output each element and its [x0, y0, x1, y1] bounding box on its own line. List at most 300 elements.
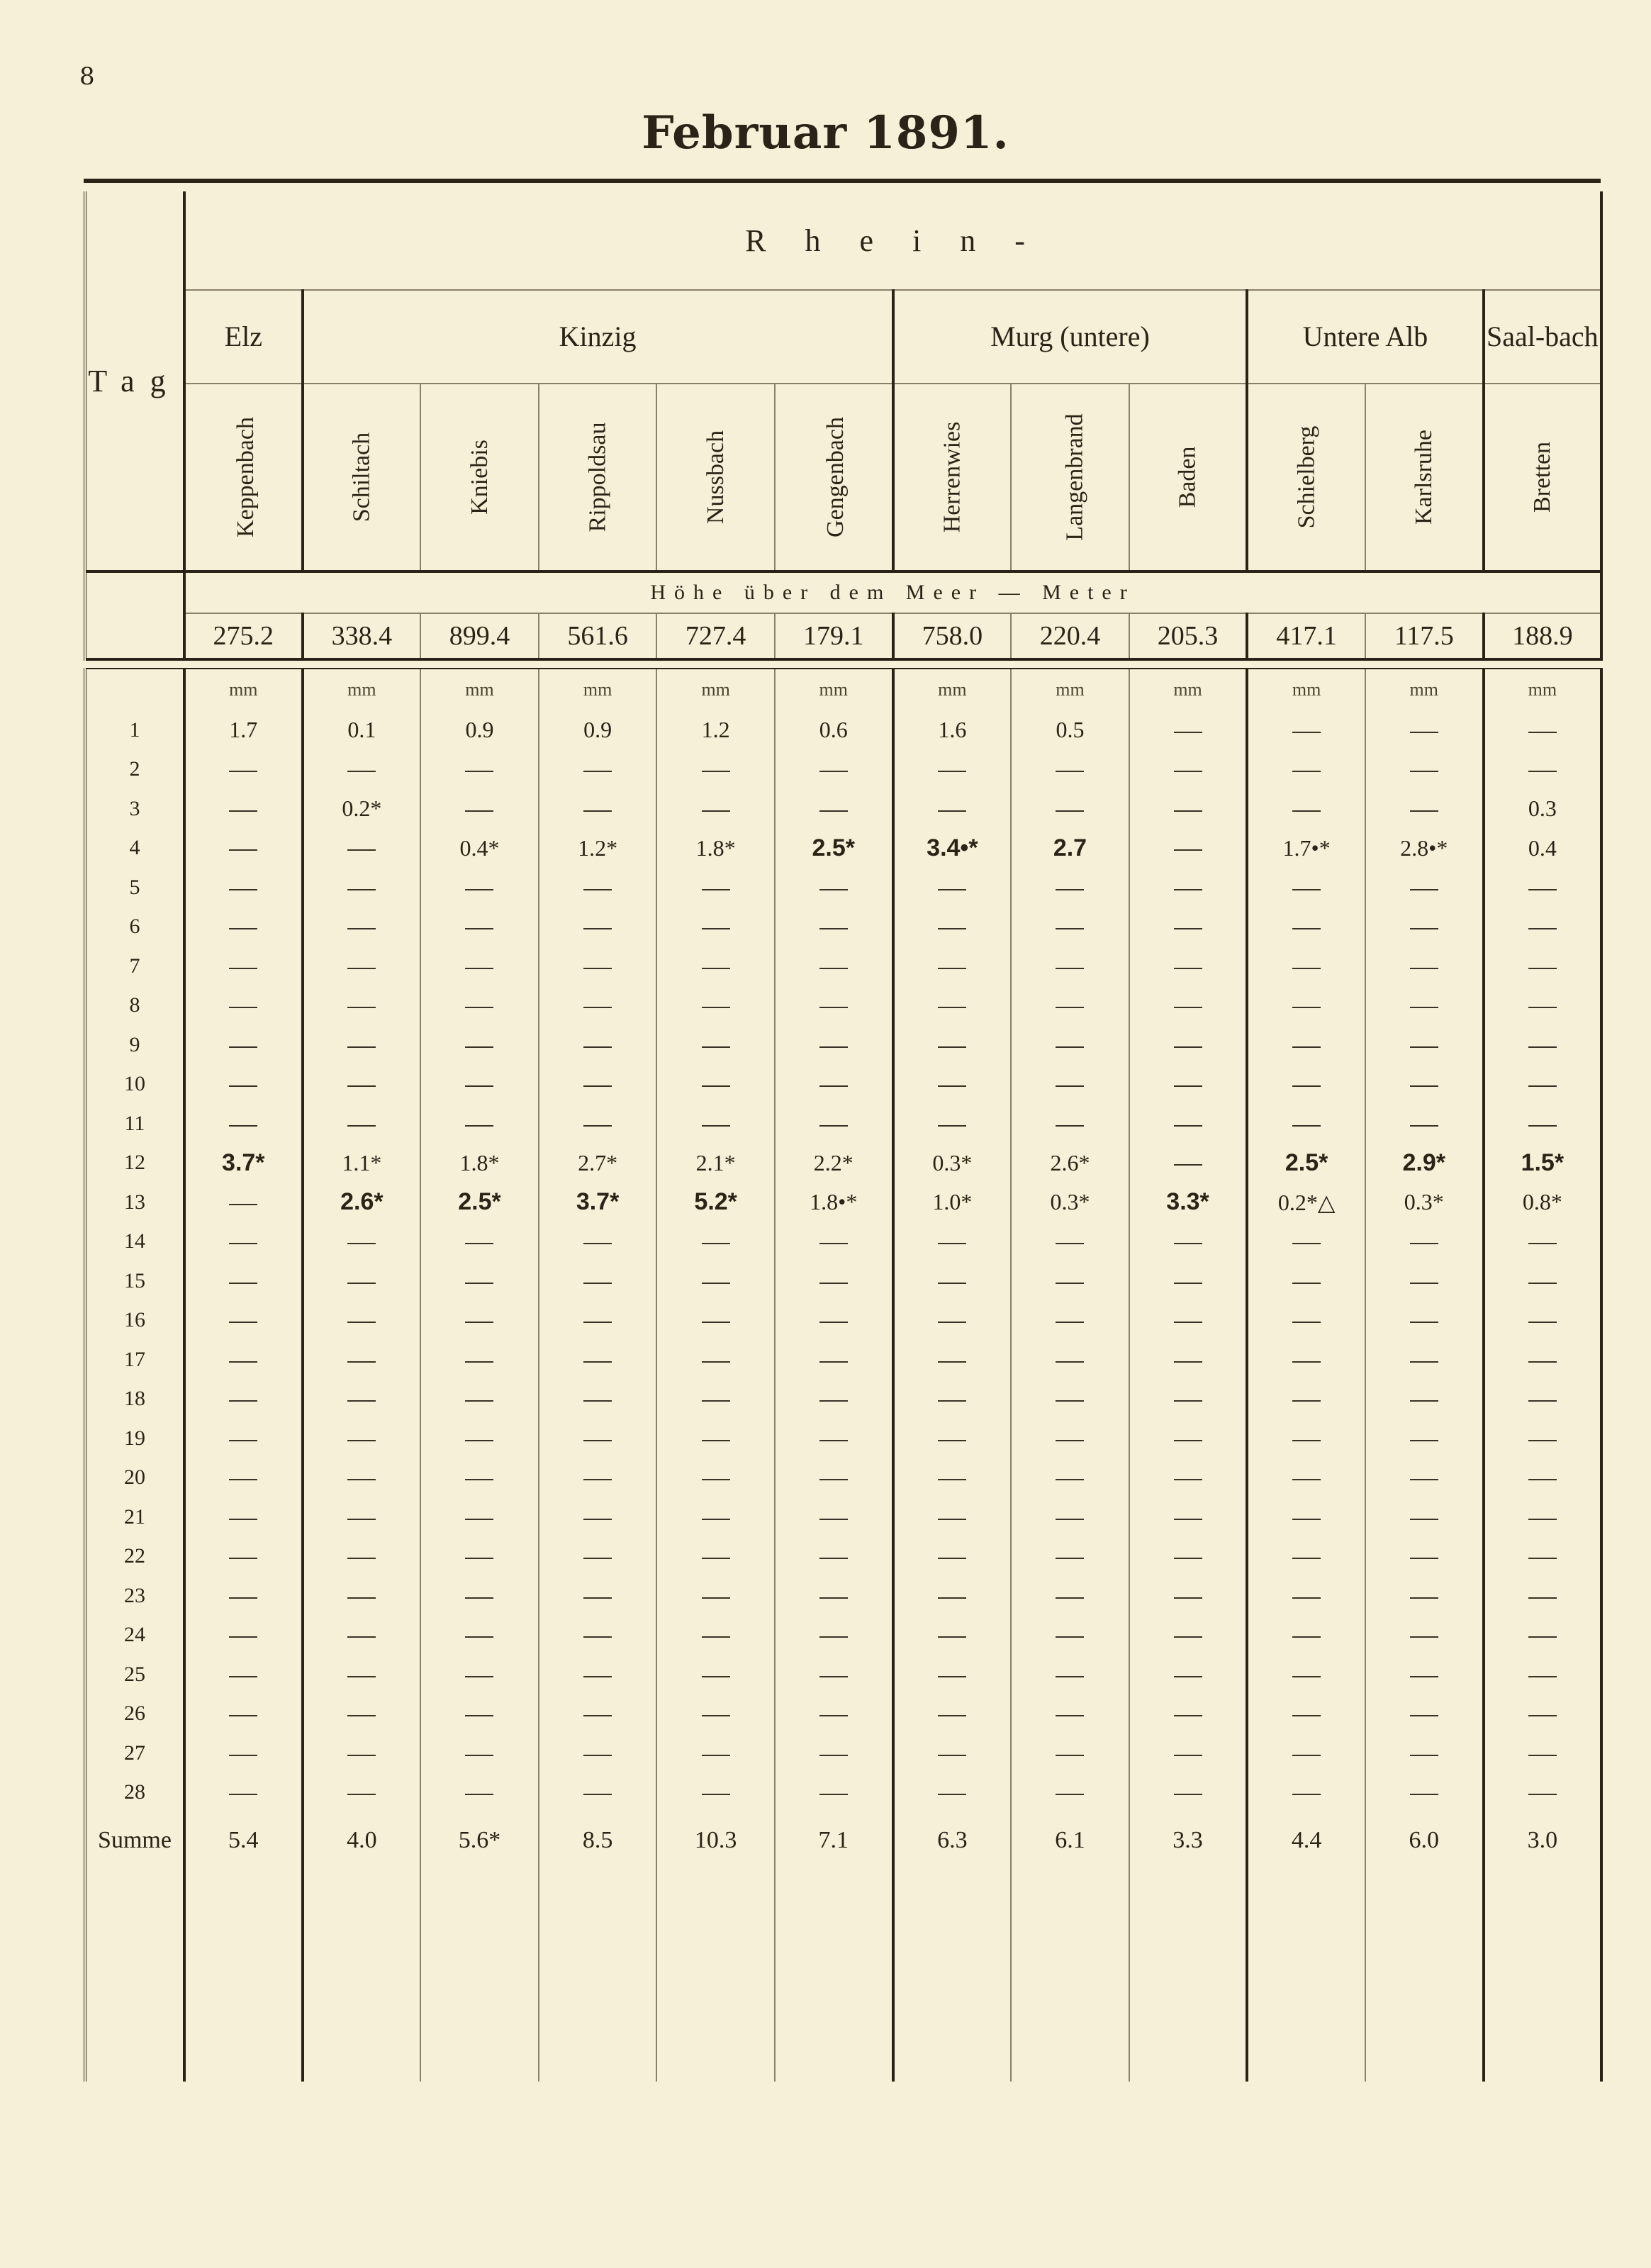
dash-mark	[347, 1558, 376, 1559]
no-precipitation	[420, 1222, 539, 1262]
dash-mark	[702, 1558, 730, 1559]
dash-mark	[1410, 889, 1438, 890]
dash-mark	[1056, 1283, 1084, 1284]
no-precipitation	[775, 1537, 893, 1577]
dash-mark	[583, 1636, 612, 1638]
dash-mark	[1292, 1676, 1321, 1677]
dash-mark	[1292, 1479, 1321, 1480]
dash-mark	[1174, 1479, 1202, 1480]
day-number: 15	[85, 1261, 184, 1301]
no-precipitation	[893, 946, 1012, 986]
dash-mark	[1528, 1479, 1557, 1480]
dash-mark	[1410, 1322, 1438, 1323]
dash-mark	[1410, 810, 1438, 812]
unit-label: mm	[656, 669, 775, 710]
no-precipitation	[656, 1497, 775, 1537]
station-elevation: 758.0	[893, 613, 1012, 659]
dash-mark	[819, 1676, 848, 1677]
no-precipitation	[1484, 710, 1602, 750]
dash-mark	[1056, 1755, 1084, 1756]
dash-mark	[583, 771, 612, 772]
station-elevation: 561.6	[539, 613, 657, 659]
no-precipitation	[775, 907, 893, 947]
page-title: Februar 1891.	[642, 106, 1009, 160]
day-number: 25	[85, 1655, 184, 1694]
dash-mark	[465, 968, 493, 969]
no-precipitation	[656, 986, 775, 1026]
precipitation-value-bold: 1.5*	[1484, 1144, 1602, 1183]
precipitation-value: 0.6	[775, 710, 893, 750]
no-precipitation	[420, 986, 539, 1026]
no-precipitation	[893, 1340, 1012, 1380]
table-row	[85, 1065, 1601, 1105]
summe-value: 4.4	[1247, 1812, 1365, 1869]
dash-mark	[1056, 928, 1084, 929]
dash-mark	[938, 928, 966, 929]
dash-mark	[819, 1558, 848, 1559]
no-precipitation	[1247, 1616, 1365, 1655]
dash-mark	[702, 810, 730, 812]
dash-mark	[465, 1597, 493, 1599]
table-row	[85, 1497, 1601, 1537]
no-precipitation	[1011, 946, 1129, 986]
summe-value: 10.3	[656, 1812, 775, 1869]
hoehe-caption: Höhe über dem Meer — Meter	[184, 571, 1601, 613]
dash-mark	[1174, 771, 1202, 772]
dash-mark	[1410, 1046, 1438, 1048]
no-precipitation	[1247, 1458, 1365, 1498]
day-number: 28	[85, 1773, 184, 1813]
dash-mark	[229, 1283, 257, 1284]
no-precipitation	[1129, 1733, 1248, 1773]
no-precipitation	[303, 829, 421, 868]
no-precipitation	[1484, 1537, 1602, 1577]
no-precipitation	[420, 1458, 539, 1498]
precipitation-value: 0.2*	[303, 789, 421, 829]
no-precipitation	[184, 1222, 303, 1262]
station-header	[303, 384, 421, 571]
no-precipitation	[775, 1380, 893, 1419]
day-number: 8	[85, 986, 184, 1026]
no-precipitation	[420, 1694, 539, 1734]
dash-mark	[229, 1715, 257, 1716]
dash-mark	[1174, 1125, 1202, 1127]
no-precipitation	[1484, 1576, 1602, 1616]
river-header: Saal-bach	[1484, 290, 1602, 384]
dash-mark	[1410, 928, 1438, 929]
precipitation-value: 2.8•*	[1365, 829, 1484, 868]
no-precipitation	[1484, 986, 1602, 1026]
dash-mark	[1410, 1479, 1438, 1480]
dash-mark	[465, 1400, 493, 1402]
river-header: Kinzig	[303, 290, 893, 384]
dash-mark	[1292, 1440, 1321, 1441]
dash-mark	[702, 1243, 730, 1244]
no-precipitation	[656, 1655, 775, 1694]
dash-mark	[229, 1007, 257, 1008]
dash-mark	[819, 1361, 848, 1363]
dash-mark	[819, 1085, 848, 1087]
table-row	[85, 1694, 1601, 1734]
dash-mark	[465, 1558, 493, 1559]
table-row	[85, 1301, 1601, 1341]
day-number: 21	[85, 1497, 184, 1537]
day-number: 23	[85, 1576, 184, 1616]
no-precipitation	[893, 1301, 1012, 1341]
dash-mark	[347, 1361, 376, 1363]
dash-mark	[1292, 771, 1321, 772]
station-name: Kniebis	[466, 440, 493, 515]
no-precipitation	[1365, 1065, 1484, 1105]
dash-mark	[1410, 1755, 1438, 1756]
no-precipitation	[656, 750, 775, 790]
dash-mark	[1056, 1085, 1084, 1087]
dash-mark	[938, 1755, 966, 1756]
dash-mark	[465, 810, 493, 812]
dash-mark	[229, 1636, 257, 1638]
dash-mark	[1056, 1361, 1084, 1363]
unit-label: mm	[775, 669, 893, 710]
no-precipitation	[1011, 789, 1129, 829]
dash-mark	[229, 1204, 257, 1205]
precipitation-value: 1.8*	[656, 829, 775, 868]
dash-mark	[1174, 889, 1202, 890]
dash-mark	[1174, 1597, 1202, 1599]
no-precipitation	[539, 1458, 657, 1498]
no-precipitation	[1011, 1733, 1129, 1773]
no-precipitation	[303, 1576, 421, 1616]
dash-mark	[583, 1125, 612, 1127]
no-precipitation	[539, 1497, 657, 1537]
precipitation-value: 0.3*	[1011, 1183, 1129, 1222]
no-precipitation	[775, 1576, 893, 1616]
unit-label: mm	[1011, 669, 1129, 710]
dash-mark	[1056, 810, 1084, 812]
station-header	[1484, 384, 1602, 571]
no-precipitation	[420, 1419, 539, 1458]
no-precipitation	[303, 986, 421, 1026]
no-precipitation	[1129, 868, 1248, 907]
dash-mark	[1056, 1794, 1084, 1795]
no-precipitation	[1484, 1065, 1602, 1105]
no-precipitation	[1129, 1025, 1248, 1065]
dash-mark	[1410, 968, 1438, 969]
no-precipitation	[893, 868, 1012, 907]
dash-mark	[347, 1046, 376, 1048]
no-precipitation	[775, 1104, 893, 1144]
dash-mark	[1174, 1046, 1202, 1048]
dash-mark	[1056, 1636, 1084, 1638]
no-precipitation	[656, 1261, 775, 1301]
dash-mark	[702, 1519, 730, 1520]
no-precipitation	[1484, 1733, 1602, 1773]
river-header: Murg (untere)	[893, 290, 1248, 384]
no-precipitation	[1365, 1616, 1484, 1655]
no-precipitation	[1129, 750, 1248, 790]
no-precipitation	[893, 750, 1012, 790]
day-number: 10	[85, 1065, 184, 1105]
no-precipitation	[303, 1497, 421, 1537]
dash-mark	[1174, 1676, 1202, 1677]
dash-mark	[702, 771, 730, 772]
station-header	[1129, 384, 1248, 571]
station-header	[775, 384, 893, 571]
no-precipitation	[1365, 1773, 1484, 1813]
precipitation-value: 2.7*	[539, 1144, 657, 1183]
dash-mark	[1410, 1361, 1438, 1363]
no-precipitation	[1129, 946, 1248, 986]
table-row	[85, 1537, 1601, 1577]
no-precipitation	[539, 750, 657, 790]
no-precipitation	[775, 1694, 893, 1734]
no-precipitation	[656, 1616, 775, 1655]
dash-mark	[583, 1479, 612, 1480]
no-precipitation	[303, 1616, 421, 1655]
no-precipitation	[539, 907, 657, 947]
dash-mark	[347, 928, 376, 929]
dash-mark	[702, 928, 730, 929]
station-name: Schiltach	[348, 432, 375, 523]
dash-mark	[819, 1636, 848, 1638]
no-precipitation	[1011, 1773, 1129, 1813]
no-precipitation	[1247, 710, 1365, 750]
dash-mark	[702, 1440, 730, 1441]
no-precipitation	[1247, 750, 1365, 790]
precipitation-value: 1.1*	[303, 1144, 421, 1183]
river-header: Elz	[184, 290, 303, 384]
dash-mark	[1056, 771, 1084, 772]
no-precipitation	[1365, 1104, 1484, 1144]
day-number: 4	[85, 829, 184, 868]
dash-mark	[1528, 1400, 1557, 1402]
dash-mark	[229, 1361, 257, 1363]
no-precipitation	[775, 1655, 893, 1694]
dash-mark	[347, 771, 376, 772]
dash-mark	[819, 1794, 848, 1795]
no-precipitation	[1011, 1025, 1129, 1065]
no-precipitation	[1129, 1261, 1248, 1301]
precipitation-value-bold: 3.7*	[539, 1183, 657, 1222]
no-precipitation	[893, 1616, 1012, 1655]
no-precipitation	[184, 1419, 303, 1458]
no-precipitation	[1484, 1419, 1602, 1458]
dash-mark	[347, 849, 376, 851]
precipitation-value: 0.3*	[1365, 1183, 1484, 1222]
dash-mark	[1292, 732, 1321, 733]
no-precipitation	[184, 829, 303, 868]
precipitation-value: 0.3*	[893, 1144, 1012, 1183]
no-precipitation	[1247, 1497, 1365, 1537]
dash-mark	[1292, 1755, 1321, 1756]
dash-mark	[229, 968, 257, 969]
day-number: 14	[85, 1222, 184, 1262]
no-precipitation	[184, 1104, 303, 1144]
no-precipitation	[775, 1025, 893, 1065]
no-precipitation	[1365, 868, 1484, 907]
dash-mark	[1174, 1007, 1202, 1008]
dash-mark	[1528, 1007, 1557, 1008]
station-name: Langenbrand	[1061, 413, 1088, 541]
region-label: R h e i n -	[184, 191, 1601, 290]
precipitation-value-bold: 2.5*	[420, 1183, 539, 1222]
dash-mark	[465, 1440, 493, 1441]
dash-mark	[819, 771, 848, 772]
no-precipitation	[1484, 1301, 1602, 1341]
dash-mark	[1292, 1636, 1321, 1638]
station-header	[1365, 384, 1484, 571]
precipitation-value: 1.8•*	[775, 1183, 893, 1222]
no-precipitation	[539, 1104, 657, 1144]
no-precipitation	[1484, 1261, 1602, 1301]
no-precipitation	[1011, 1104, 1129, 1144]
dash-mark	[938, 1636, 966, 1638]
dash-mark	[465, 1755, 493, 1756]
dash-mark	[938, 1125, 966, 1127]
no-precipitation	[1247, 868, 1365, 907]
dash-mark	[1292, 1361, 1321, 1363]
table-row	[85, 1616, 1601, 1655]
dash-mark	[1410, 1597, 1438, 1599]
no-precipitation	[775, 1616, 893, 1655]
dash-mark	[938, 1243, 966, 1244]
summe-value: 5.4	[184, 1812, 303, 1869]
precipitation-value: 0.4	[1484, 829, 1602, 868]
dash-mark	[1410, 1125, 1438, 1127]
dash-mark	[1056, 1007, 1084, 1008]
dash-mark	[347, 1007, 376, 1008]
dash-mark	[1174, 810, 1202, 812]
precipitation-value: 0.4*	[420, 829, 539, 868]
day-number: 3	[85, 789, 184, 829]
dash-mark	[938, 1007, 966, 1008]
table-row	[85, 829, 1601, 868]
precipitation-table	[84, 191, 1603, 2082]
dash-mark	[1174, 1361, 1202, 1363]
station-elevation: 188.9	[1484, 613, 1602, 659]
no-precipitation	[1247, 1655, 1365, 1694]
table-row	[85, 710, 1601, 750]
dash-mark	[465, 1676, 493, 1677]
dash-mark	[1292, 1519, 1321, 1520]
dash-mark	[1410, 1400, 1438, 1402]
no-precipitation	[1247, 789, 1365, 829]
no-precipitation	[1129, 1380, 1248, 1419]
dash-mark	[1528, 1243, 1557, 1244]
no-precipitation	[1484, 1340, 1602, 1380]
no-precipitation	[1365, 946, 1484, 986]
dash-mark	[819, 889, 848, 890]
dash-mark	[583, 1243, 612, 1244]
dash-mark	[1174, 1558, 1202, 1559]
no-precipitation	[420, 1301, 539, 1341]
station-elevation: 899.4	[420, 613, 539, 659]
dash-mark	[702, 1085, 730, 1087]
unit-label: mm	[1129, 669, 1248, 710]
dash-mark	[465, 1519, 493, 1520]
dash-mark	[1410, 1440, 1438, 1441]
dash-mark	[702, 1361, 730, 1363]
station-elevation: 727.4	[656, 613, 775, 659]
no-precipitation	[420, 1733, 539, 1773]
dash-mark	[229, 1046, 257, 1048]
precipitation-value: 2.1*	[656, 1144, 775, 1183]
no-precipitation	[893, 1694, 1012, 1734]
no-precipitation	[656, 946, 775, 986]
precipitation-value: 1.8*	[420, 1144, 539, 1183]
no-precipitation	[539, 946, 657, 986]
day-number: 17	[85, 1340, 184, 1380]
dash-mark	[1292, 1597, 1321, 1599]
table-row	[85, 1183, 1601, 1222]
day-number: 19	[85, 1419, 184, 1458]
unit-label: mm	[1484, 669, 1602, 710]
dash-mark	[1528, 1283, 1557, 1284]
no-precipitation	[893, 1380, 1012, 1419]
dash-mark	[1410, 1676, 1438, 1677]
station-header	[184, 384, 303, 571]
no-precipitation	[1011, 750, 1129, 790]
precipitation-value: 2.6*	[1011, 1144, 1129, 1183]
no-precipitation	[893, 1773, 1012, 1813]
dash-mark	[1410, 1794, 1438, 1795]
no-precipitation	[893, 1733, 1012, 1773]
no-precipitation	[1011, 1222, 1129, 1262]
dash-mark	[583, 1322, 612, 1323]
no-precipitation	[1484, 1616, 1602, 1655]
no-precipitation	[1129, 1419, 1248, 1458]
table-row	[85, 1458, 1601, 1498]
dash-mark	[1292, 1007, 1321, 1008]
summe-value: 4.0	[303, 1812, 421, 1869]
no-precipitation	[1247, 1222, 1365, 1262]
station-name: Keppenbach	[232, 417, 259, 537]
no-precipitation	[656, 1340, 775, 1380]
no-precipitation	[775, 1065, 893, 1105]
dash-mark	[1410, 1519, 1438, 1520]
no-precipitation	[1011, 907, 1129, 947]
dash-mark	[1292, 968, 1321, 969]
dash-mark	[229, 1085, 257, 1087]
summe-value: 5.6*	[420, 1812, 539, 1869]
precipitation-value: 1.7	[184, 710, 303, 750]
no-precipitation	[1129, 1576, 1248, 1616]
dash-mark	[1292, 810, 1321, 812]
no-precipitation	[184, 1616, 303, 1655]
dash-mark	[1410, 771, 1438, 772]
dash-mark	[702, 1676, 730, 1677]
no-precipitation	[1129, 1104, 1248, 1144]
no-precipitation	[656, 1301, 775, 1341]
no-precipitation	[1484, 1773, 1602, 1813]
dash-mark	[702, 1636, 730, 1638]
no-precipitation	[303, 1340, 421, 1380]
no-precipitation	[303, 1222, 421, 1262]
station-name: Gengenbach	[822, 417, 849, 537]
no-precipitation	[303, 1773, 421, 1813]
no-precipitation	[539, 1025, 657, 1065]
station-elevation: 338.4	[303, 613, 421, 659]
table-frame	[84, 179, 1601, 2090]
day-number: 2	[85, 750, 184, 790]
dash-mark	[1174, 1164, 1202, 1166]
dash-mark	[583, 889, 612, 890]
no-precipitation	[1011, 1616, 1129, 1655]
unit-label: mm	[303, 669, 421, 710]
dash-mark	[347, 968, 376, 969]
day-number: 16	[85, 1301, 184, 1341]
no-precipitation	[1129, 1537, 1248, 1577]
no-precipitation	[656, 1458, 775, 1498]
